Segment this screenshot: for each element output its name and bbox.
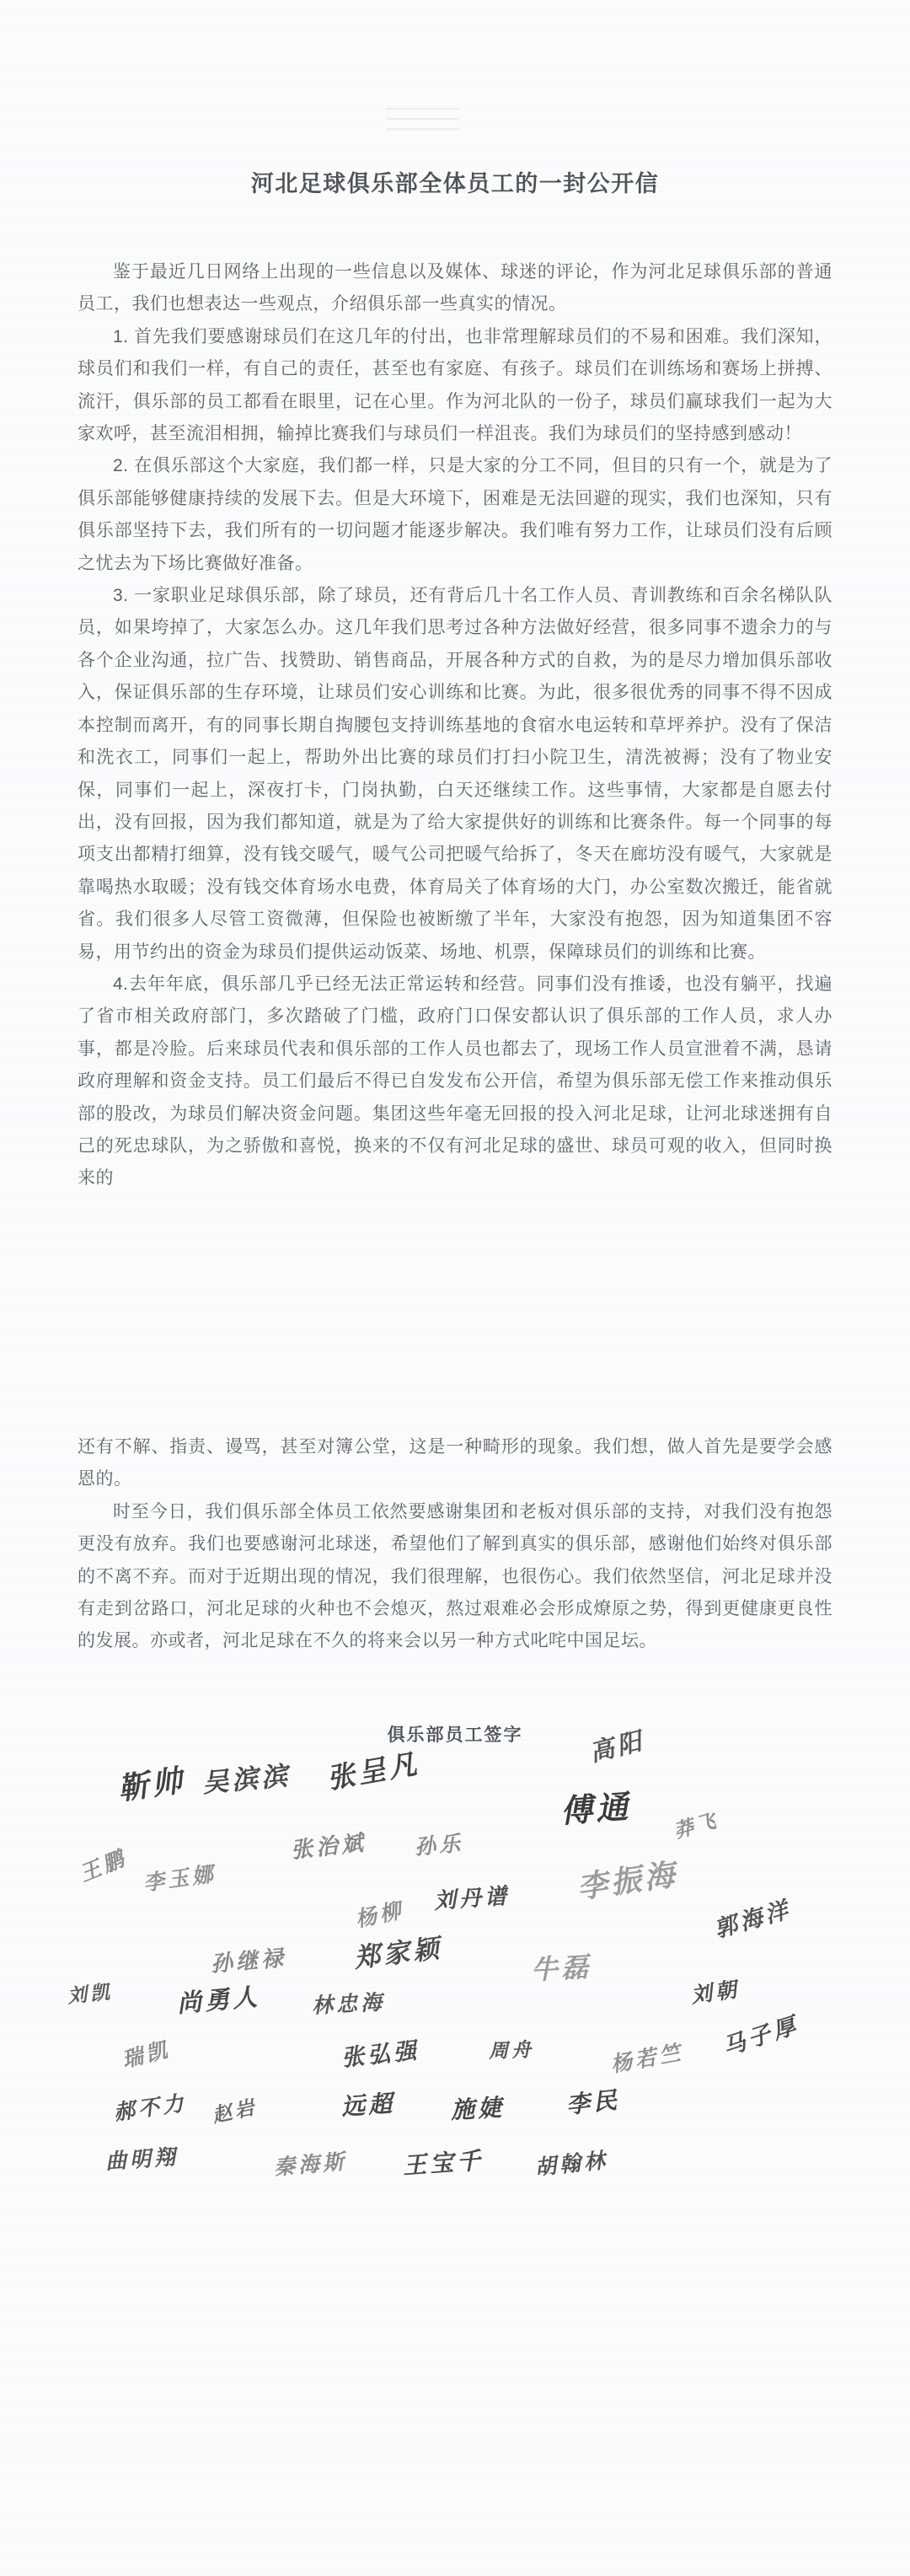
employee-signature: 刘丹谱 — [433, 1883, 511, 1914]
signature-section-heading: 俱乐部员工签字 — [387, 1725, 523, 1745]
letter-paragraph: 还有不解、指责、谩骂，甚至对簿公堂，这是一种畸形的现象。我们想，做人首先是要学会感恩的。 — [78, 1437, 832, 1489]
letter-title: 河北足球俱乐部全体员工的一封公开信 — [250, 171, 660, 196]
employee-signature: 李玉娜 — [142, 1861, 218, 1896]
letter-paragraph: 2. 在俱乐部这个大家庭，我们都一样，只是大家的分工不同，但目的只有一个，就是为了俱乐部能够健康持续的发展下去。但是大环境下，困难是无法回避的现实，我们也深知，只有俱乐部坚持下去，我们所有的一切问题才能逐步解决。我们唯有努力工作，让球员们没有后顾之忧去为下场比赛做好准备。 — [78, 456, 832, 573]
employee-signature: 胡翰林 — [533, 2147, 610, 2180]
employee-signature: 瑞凯 — [119, 2037, 174, 2073]
employee-signature: 王鹏 — [76, 1845, 131, 1886]
employee-signature: 王宝千 — [401, 2146, 485, 2180]
letter-paragraph: 时至今日，我们俱乐部全体员工依然要感谢集团和老板对俱乐部的支持，对我们没有抱怨更没有放弃。我们也要感谢河北球迷，希望他们了解到真实的俱乐部，感谢他们始终对俱乐部的不离不弃。而对于近期出现的情况，我们很理解，也很伤心。我们依然坚信，河北足球并没有走到岔路口，河北足球的火种也不会熄灭，熬过艰难必会形成燎原之势，得到更健康更良性的发展。亦或者，河北足球在不久的将来会以另一种方式叱咤中国足坛。 — [78, 1501, 832, 1651]
employee-signature: 林忠海 — [311, 1989, 386, 2018]
letter-paragraph: 1. 首先我们要感谢球员们在这几年的付出，也非常理解球员们的不易和困难。我们深知，球员们和我们一样，有自己的责任，甚至也有家庭、有孩子。球员们在训练场和赛场上拼搏、流汗，俱乐部的员工都看在眼里，记在心里。作为河北队的一份子，球员们赢球我们一起为大家欢呼，甚至流泪相拥，输掉比赛我们与球员们一样沮丧。我们为球员们的坚持感到感动！ — [78, 326, 832, 444]
employee-signature: 靳帅 — [115, 1763, 188, 1807]
employee-signature: 施婕 — [450, 2093, 506, 2124]
employee-signature: 郑家颖 — [352, 1933, 444, 1974]
employee-signature: 刘朝 — [689, 1977, 741, 2008]
employee-signature: 张弘强 — [340, 2037, 421, 2072]
employee-signature: 吴滨滨 — [201, 1760, 292, 1799]
employee-signature: 孙乐 — [413, 1830, 465, 1860]
employee-signature: 尚勇人 — [175, 1982, 262, 2018]
employee-signature: 马子厚 — [720, 2011, 803, 2062]
employee-signature: 高阳 — [586, 1725, 648, 1768]
employee-signature: 郭海洋 — [711, 1896, 795, 1944]
letter-paragraph: 鉴于最近几日网络上出现的一些信息以及媒体、球迷的评论，作为河北足球俱乐部的普通员工，我们也想表达一些观点，介绍俱乐部一些真实的情况。 — [78, 262, 832, 314]
employee-signature: 郝不力 — [112, 2090, 189, 2125]
employee-signature: 李振海 — [575, 1856, 681, 1906]
employee-signature: 杨若竺 — [608, 2040, 686, 2077]
employee-signature: 张呈凡 — [324, 1746, 423, 1795]
employee-signature: 曲明翔 — [104, 2144, 179, 2174]
employee-signature: 杨柳 — [353, 1897, 407, 1932]
employee-signature: 秦海斯 — [272, 2149, 349, 2180]
employee-signature: 傅通 — [559, 1787, 633, 1830]
employee-signature: 牛磊 — [530, 1951, 593, 1986]
employee-signature: 远超 — [340, 2089, 397, 2121]
letter-paragraph: 3. 一家职业足球俱乐部，除了球员，还有背后几十名工作人员、青训教练和百余名梯队队员，如果垮掉了，大家怎么办。这几年我们思考过各种方法做好经营，很多同事不遗余力的与各个企业沟通，拉广告、找赞助、销售商品，开展各种方式的自救，为的是尽力增加俱乐部收入，保证俱乐部的生存环境，让球员们安心训练和比赛。为此，很多很优秀的同事不得不因成本控制而离开，有的同事长期自掏腰包支持训练基地的食宿水电运转和草坪养护。没有了保洁和洗衣工，同事们一起上，帮助外出比赛的球员们打扫小院卫生，清洗被褥；没有了物业安保，同事们一起上，深夜打卡，门岗执勤，白天还继续工作。这些事情，大家都是自愿去付出，没有回报，因为我们都知道，就是为了给大家提供好的训练和比赛条件。每一个同事的每项支出都精打细算，没有钱交暖气，暖气公司把暖气给拆了，冬天在廊坊没有暖气，大家就是靠喝热水取暖；没有钱交体育场水电费，体育局关了体育场的大门，办公室数次搬迁，能省就省。我们很多人尽管工资微薄，但保险也被断缴了半年，大家没有抱怨，因为知道集团不容易，用节约出的资金为球员们提供运动饭菜、场地、机票，保障球员们的训练和比赛。 — [78, 586, 832, 962]
employee-signature: 刘凯 — [66, 1980, 115, 2008]
employee-signature: 李民 — [565, 2085, 622, 2119]
employee-signature: 周舟 — [488, 2038, 535, 2063]
employee-signature: 赵岩 — [210, 2096, 260, 2128]
employee-signature: 孙继禄 — [209, 1945, 288, 1978]
letter-paragraph: 4.去年年底，俱乐部几乎已经无法正常运转和经营。同事们没有推诿，也没有躺平，找遍了省市相关政府部门，多次踏破了门槛，政府门口保安都认识了俱乐部的工作人员，求人办事，都是冷脸。后来球员代表和俱乐部的工作人员也都去了，现场工作人员宣泄着不满，恳请政府理解和资金支持。员工们最后不得已自发发布公开信，希望为俱乐部无偿工作来推动俱乐部的股改，为球员们解决资金问题。集团这些年毫无回报的投入河北足球，让河北球迷拥有自己的死忠球队，为之骄傲和喜悦，换来的不仅有河北足球的盛世、球员可观的收入，但同时换来的 — [78, 974, 832, 1189]
employee-signature: 张治斌 — [289, 1830, 368, 1864]
employee-signature: 莽飞 — [671, 1808, 722, 1843]
